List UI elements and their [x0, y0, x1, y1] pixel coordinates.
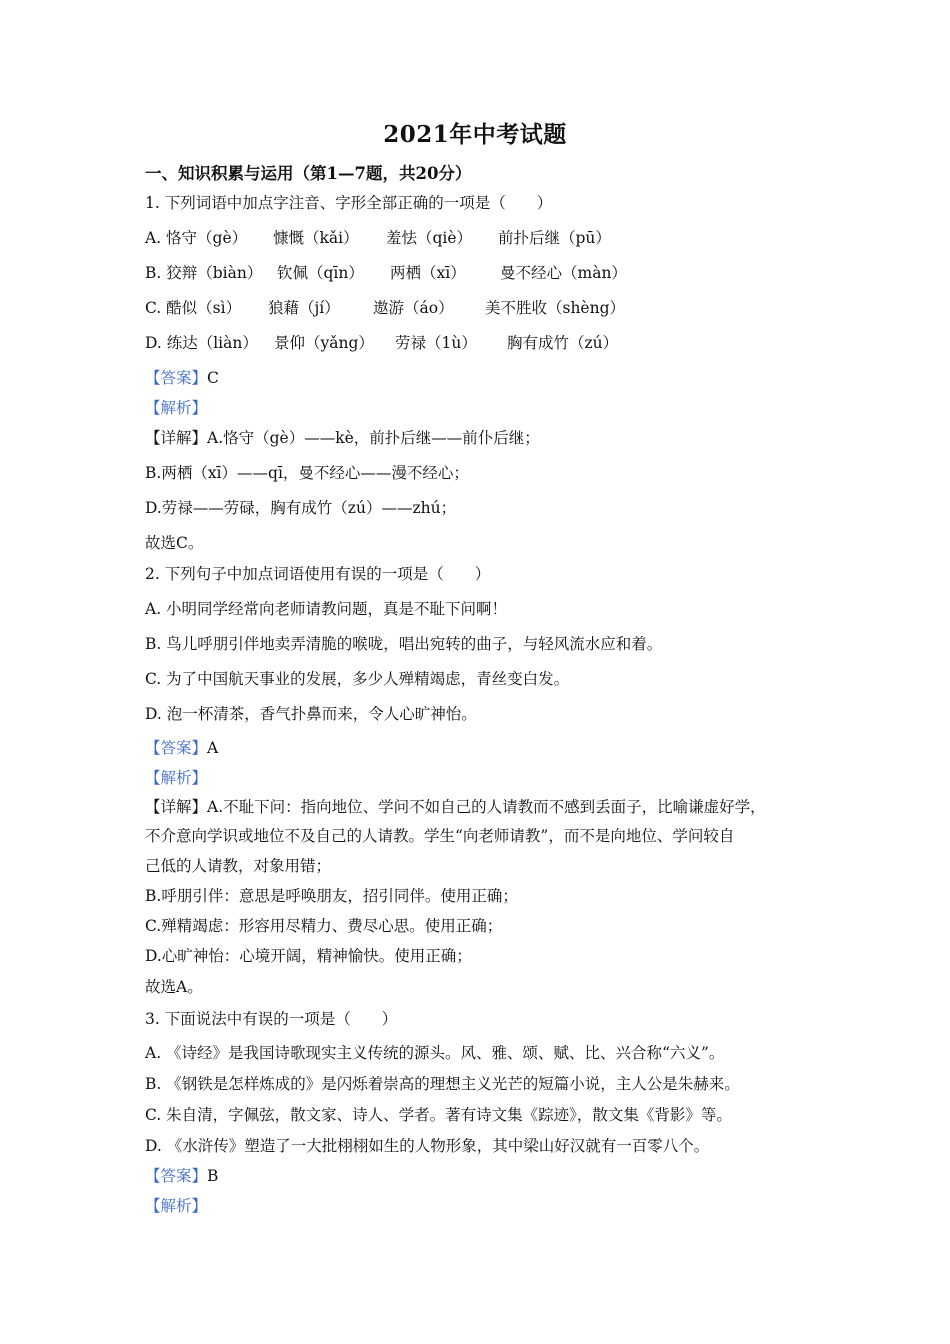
q1-conclusion: 故选C。	[145, 534, 204, 552]
q3-option-a: A. 《诗经》是我国诗歌现实主义传统的源头。风、雅、颂、赋、比、兴合称“六义”。	[145, 1044, 725, 1062]
q2-detail-line-4: B.呼朋引伴：意思是呼唤朋友，招引同伴。使用正确；	[145, 887, 518, 905]
q2-detail-line-3: 己低的人请教，对象用错；	[145, 857, 332, 875]
q1-option-d-2: 景仰（yǎng）	[274, 334, 374, 352]
q2-detail-line-1: 【详解】A.不耻下问：指向地位、学问不如自己的人请教而不感到丢面子，比喻谦虚好学，	[145, 798, 766, 816]
q1-stem: 1. 下列词语中加点字注音、字形全部正确的一项是（ ）	[145, 194, 553, 212]
q1-option-d-3: 劳禄（1ù）	[395, 334, 477, 352]
q1-option-c-2: 狼藉（jí）	[268, 299, 340, 317]
q2-option-a: A. 小明同学经常向老师请教问题，真是不耻下问啊！	[145, 600, 508, 618]
q1-option-a-3: 羞怯（qiè）	[386, 229, 473, 247]
q1-detail-line-1: 【详解】A.恪守（gè）——kè，前扑后继——前仆后继；	[145, 429, 540, 447]
q1-option-a-4: 前扑后继（pū）	[498, 229, 611, 247]
q1-option-c-3: 遨游（áo）	[373, 299, 454, 317]
answer-tag: 【答案】	[145, 1167, 208, 1185]
q1-option-c-1: C. 酷似（sì）	[145, 299, 242, 317]
q1-answer: C	[207, 369, 219, 387]
q3-answer: B	[207, 1167, 219, 1185]
q2-option-d: D. 泡一杯清茶，香气扑鼻而来，令人心旷神怡。	[145, 705, 477, 723]
answer-tag: 【答案】	[145, 369, 208, 387]
q2-option-b: B. 鸟儿呼朋引伴地卖弄清脆的喉咙，唱出宛转的曲子，与轻风流水应和着。	[145, 635, 663, 653]
q1-analysis-tag	[145, 398, 207, 418]
q1-answer-line	[145, 368, 219, 388]
q1-option-a-2: 慷慨（kǎi）	[273, 229, 359, 247]
document-title: 2021年中考试题	[383, 121, 567, 148]
q1-option-d-1: D. 练达（liàn）	[145, 334, 258, 352]
q2-analysis-tag	[145, 768, 207, 788]
q1-option-b-4: 曼不经心（màn）	[500, 264, 627, 282]
analysis-tag: 【解析】	[145, 1197, 208, 1215]
q1-option-b-3: 两栖（xī）	[390, 264, 466, 282]
q1-detail-line-2: B.两栖（xī）——qī，曼不经心——漫不经心；	[145, 464, 469, 482]
q3-option-c: C. 朱自清，字佩弦，散文家、诗人、学者。著有诗文集《踪迹》，散文集《背影》等。	[145, 1106, 732, 1124]
q2-detail-line-2: 不介意向学识或地位不及自己的人请教。学生“向老师请教”，而不是向地位、学问较自	[145, 827, 735, 845]
q1-option-b-1: B. 狡辩（biàn）	[145, 264, 263, 282]
q2-option-c: C. 为了中国航天事业的发展，多少人殚精竭虑，青丝变白发。	[145, 670, 570, 688]
analysis-tag: 【解析】	[145, 399, 208, 417]
q2-conclusion: 故选A。	[145, 978, 203, 996]
q3-option-b: B. 《钢铁是怎样炼成的》是闪烁着崇高的理想主义光芒的短篇小说，主人公是朱赫来。	[145, 1075, 740, 1093]
q3-option-d: D. 《水浒传》塑造了一大批栩栩如生的人物形象，其中梁山好汉就有一百零八个。	[145, 1137, 710, 1155]
q3-answer-line	[145, 1166, 218, 1186]
q2-detail-line-5: C.殚精竭虑：形容用尽精力、费尽心思。使用正确；	[145, 917, 503, 935]
q1-option-c-4: 美不胜收（shèng）	[485, 299, 626, 317]
q2-answer: A	[207, 739, 219, 757]
analysis-tag: 【解析】	[145, 769, 208, 787]
q2-answer-line	[145, 738, 218, 758]
q1-option-a-1: A. 恪守（gè）	[145, 229, 248, 247]
section-heading: 一、知识积累与运用（第1—7题，共20分）	[145, 164, 472, 183]
q2-detail-line-6: D.心旷神怡：心境开阔，精神愉快。使用正确；	[145, 947, 472, 965]
q1-option-d-4: 胸有成竹（zú）	[507, 334, 619, 352]
q3-analysis-tag	[145, 1196, 207, 1216]
q1-option-b-2: 钦佩（qīn）	[277, 264, 364, 282]
q3-stem: 3. 下面说法中有误的一项是（ ）	[145, 1010, 398, 1028]
q1-detail-line-3: D.劳禄——劳碌，胸有成竹（zú）——zhú；	[145, 499, 457, 517]
q2-stem: 2. 下列句子中加点词语使用有误的一项是（ ）	[145, 565, 491, 583]
answer-tag: 【答案】	[145, 739, 208, 757]
